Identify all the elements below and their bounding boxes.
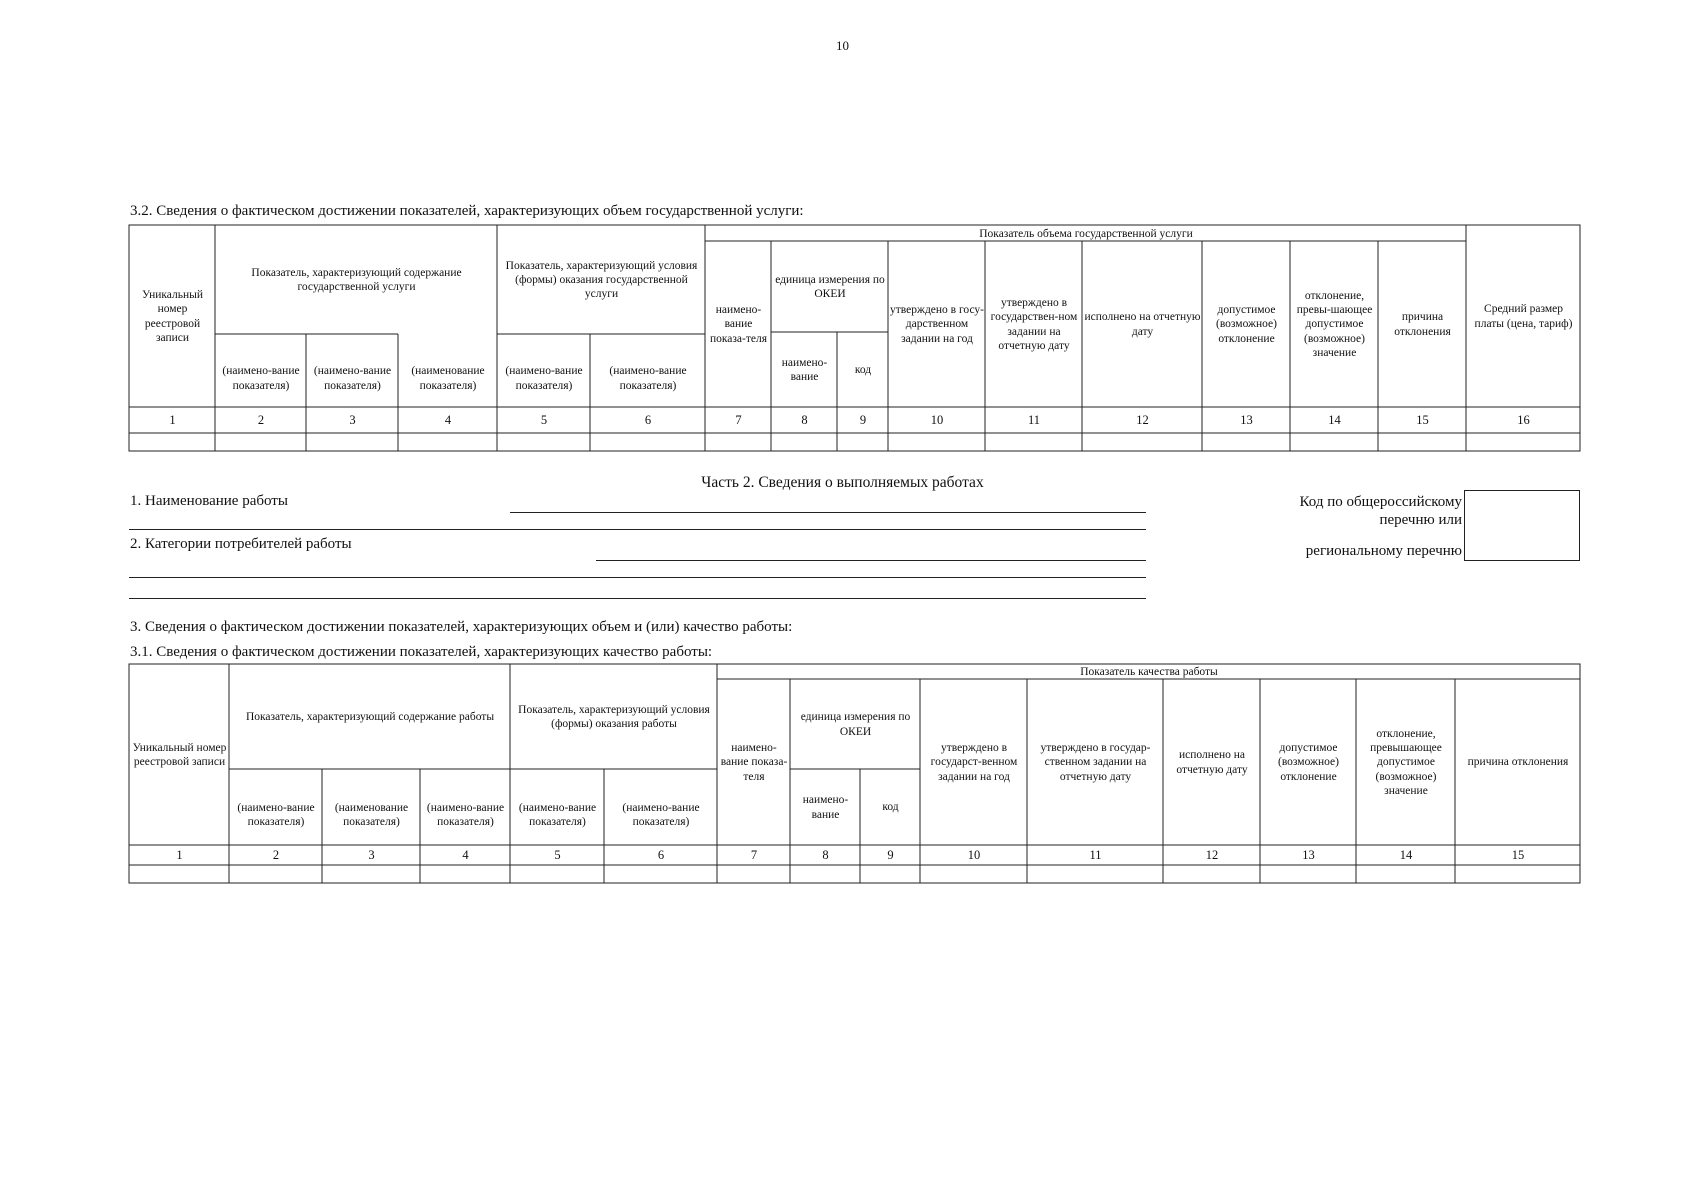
code-label-line-2: перечню или — [1379, 512, 1462, 528]
col-unit-code: код — [882, 801, 899, 814]
col-number-14: 14 — [1328, 412, 1341, 427]
col-allowed-deviation: допустимое (возможное) отклонение — [1216, 304, 1277, 345]
col-deviation-reason: причина отклонения — [1467, 756, 1569, 769]
col-number-1: 1 — [169, 412, 176, 427]
col-number-7: 7 — [735, 412, 742, 427]
page-number: 10 — [836, 38, 849, 53]
col-approved-reporting-date: утверждено в государствен-ном задании на отчетную дату — [990, 297, 1078, 352]
group-content-indicator: Показатель, характеризующий содержание государственной услуги — [251, 266, 462, 293]
col-indicator-name-5: (наимено-вание показателя) — [518, 801, 597, 828]
col-unit-code: код — [854, 363, 872, 376]
col-indicator-name-4: (наименование показателя) — [411, 365, 485, 392]
col-number-6: 6 — [644, 412, 652, 427]
col-number-6: 6 — [657, 847, 665, 862]
col-number-15: 15 — [1511, 847, 1525, 862]
col-number-13: 13 — [1302, 847, 1315, 862]
col-number-4: 4 — [444, 412, 452, 427]
col-unique-record-number: Уникальный номер реестровой записи — [141, 289, 204, 344]
col-approved-reporting-date: утверждено в государ-ственном задании на отчетную дату — [1040, 742, 1151, 783]
col-number-16: 16 — [1517, 412, 1530, 427]
col-indicator-name-3: (наименование показателя) — [334, 801, 409, 828]
col-average-fee: Средний размер платы (цена, тариф) — [1474, 303, 1573, 330]
col-number-5: 5 — [554, 847, 561, 862]
col-exceeding-deviation: отклонение, превы-шающее допустимое (возможное) значение — [1296, 290, 1373, 359]
col-number-3: 3 — [368, 847, 375, 862]
col-number-8: 8 — [801, 412, 808, 427]
col-approved-year: утверждено в госу-дарственном задании на год — [890, 304, 984, 345]
part-2-title: Часть 2. Сведения о выполняемых работах — [701, 474, 984, 491]
col-number-12: 12 — [1136, 412, 1149, 427]
section-3-2-heading: 3.2. Сведения о фактическом достижении показателей, характеризующих объем государственной услуги: — [130, 203, 804, 219]
col-number-2: 2 — [272, 847, 280, 862]
col-indicator-name: наимено-вание показа-теля — [709, 304, 768, 345]
group-quality-indicator: Показатель качества работы — [1080, 666, 1218, 678]
col-indicator-name-6: (наимено-вание показателя) — [622, 801, 700, 828]
group-content-indicator: Показатель, характеризующий содержание работы — [245, 710, 495, 723]
col-indicator-name-3: (наимено-вание показателя) — [313, 365, 392, 392]
col-allowed-deviation: допустимое (возможное) отклонение — [1278, 742, 1339, 783]
col-number-1: 1 — [176, 847, 183, 862]
code-label-line-1: Код по общероссийскому — [1299, 494, 1462, 510]
col-approved-year: утверждено в государст-венном задании на год — [930, 742, 1018, 783]
group-conditions-indicator: Показатель, характеризующий условия (формы) оказания государственной услуги — [505, 259, 698, 300]
col-indicator-name-4: (наимено-вание показателя) — [426, 801, 505, 828]
col-number-3: 3 — [349, 412, 356, 427]
col-unit-okei: единица измерения по ОКЕИ — [800, 711, 911, 738]
col-number-10: 10 — [967, 847, 981, 862]
group-conditions-indicator: Показатель, характеризующий условия (формы) оказания работы — [518, 703, 710, 730]
col-number-10: 10 — [930, 412, 944, 427]
col-number-9: 9 — [859, 412, 867, 427]
col-number-7: 7 — [750, 847, 758, 862]
col-indicator-name-2: (наимено-вание показателя) — [222, 365, 300, 392]
col-unit-name: наимено-вание — [781, 356, 828, 383]
col-executed: исполнено на отчетную дату — [1084, 311, 1201, 338]
col-number-8: 8 — [822, 847, 829, 862]
col-unique-record-number: Уникальный номер реестровой записи — [132, 741, 227, 768]
col-number-4: 4 — [462, 847, 469, 862]
col-exceeding-deviation: отклонение, превышающее допустимое (возможное) значение — [1370, 728, 1442, 797]
col-indicator-name-2: (наимено-вание показателя) — [237, 801, 315, 828]
col-number-2: 2 — [257, 412, 265, 427]
col-indicator-name-6: (наимено-вание показателя) — [609, 365, 687, 392]
col-unit-okei: единица измерения по ОКЕИ — [775, 273, 885, 300]
section-3-1-heading: 3.1. Сведения о фактическом достижении показателей, характеризующих качество работы: — [130, 644, 713, 660]
col-number-5: 5 — [540, 412, 548, 427]
col-indicator-name-5: (наимено-вание показателя) — [505, 365, 583, 392]
col-executed: исполнено на отчетную дату — [1176, 749, 1248, 776]
section-3-heading: 3. Сведения о фактическом достижении показателей, характеризующих объем и (или) качество работы: — [130, 619, 793, 635]
col-number-9: 9 — [887, 847, 894, 862]
col-unit-name: наимено-вание — [802, 794, 849, 821]
col-number-13: 13 — [1240, 412, 1253, 427]
col-deviation-reason: причина отклонения — [1394, 311, 1451, 338]
col-number-15: 15 — [1416, 412, 1429, 427]
code-label-line-3: региональному перечню — [1305, 543, 1462, 559]
col-indicator-name: наимено-вание показа-теля — [720, 742, 788, 783]
col-number-14: 14 — [1399, 847, 1413, 862]
col-number-12: 12 — [1205, 847, 1219, 862]
consumer-category-label: 2. Категории потребителей работы — [130, 536, 352, 552]
work-name-label: 1. Наименование работы — [130, 493, 288, 509]
group-volume-indicator: Показатель объема государственной услуги — [979, 227, 1193, 240]
col-number-11: 11 — [1089, 847, 1102, 862]
col-number-11: 11 — [1027, 412, 1041, 427]
